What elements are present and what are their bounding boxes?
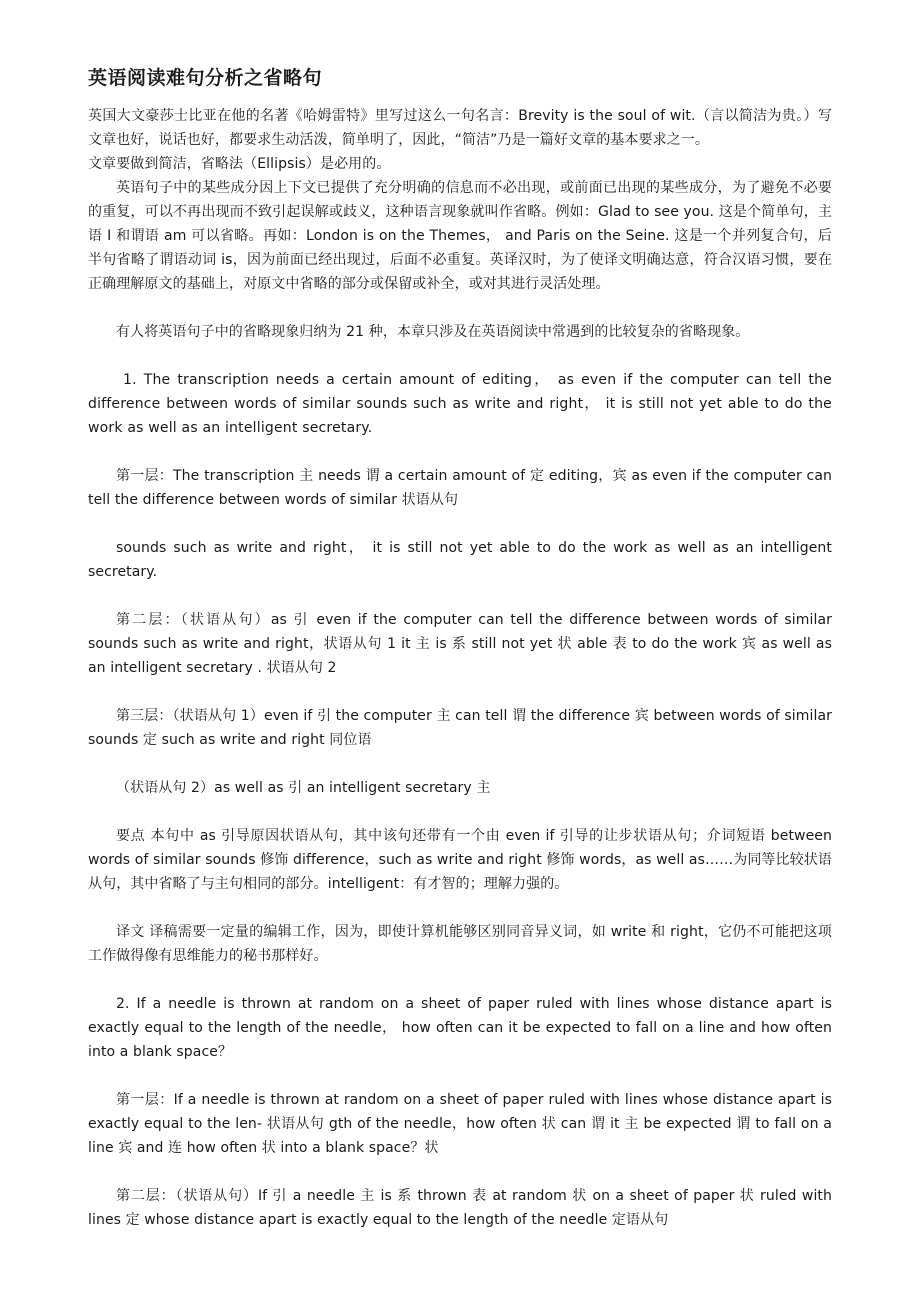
example-2-sentence: 2. If a needle is thrown at random on a sheet of paper ruled with lines whose distance apart is exactly equal to the length of the needle， how often can it be expected to fall on a line and how often into a blank space？ xyxy=(88,996,832,1060)
example-1-layer-3b: （状语从句 2）as well as 引 an intelligent secretary 主 xyxy=(116,780,491,796)
intro-paragraph-3: 英语句子中的某些成分因上下文已提供了充分明确的信息而不必出现，或前面已出现的某些成分，为了避免不必要的重复，可以不再出现而不致引起误解或歧义，这种语言现象就叫作省略。例如：Glad to see you. 这是个简单句，主语 I 和谓语 am 可以省略。再如：London is on the Themes， and Paris on the Seine. 这是一个并列复合句，后半句省略了谓语动词 is，因为前面已经出现过，后面不必重复。英译汉时，为了使译文明确达意，符合汉语习惯，要在正确理解原文的基础上，对原文中省略的部分或保留或补全，或对其进行灵活处理。 xyxy=(88,180,832,292)
example-1-layer-1-continued: sounds such as write and right， it is still not yet able to do the work as well as an intelligent secretary. xyxy=(88,540,832,580)
intro-paragraph-1: 英国大文豪莎士比亚在他的名著《哈姆雷特》里写过这么一句名言：Brevity is the soul of wit.（言以简洁为贵。）写文章也好，说话也好，都要求生动活泼，简单明了，因此，“简洁”乃是一篇好文章的基本要求之一。 xyxy=(88,108,832,148)
example-1-layer-1: 第一层：The transcription 主 needs 谓 a certain amount of 定 editing，宾 as even if the computer can tell the difference between words of similar 状语从句 xyxy=(88,468,832,508)
example-1-layer-2: 第二层：（状语从句）as 引 even if the computer can tell the difference between words of similar sounds such as write and right，状语从句 1 it 主 is 系 still not yet 状 able 表 to do the work 宾 as well as an intelligent secretary . 状语从句 2 xyxy=(88,612,832,676)
document-title: 英语阅读难句分析之省略句 xyxy=(88,67,323,89)
intro-paragraph-2: 文章要做到简洁，省略法（Ellipsis）是必用的。 xyxy=(88,156,391,172)
example-1-layer-3: 第三层：（状语从句 1）even if 引 the computer 主 can tell 谓 the difference 宾 between words of similar sounds 定 such as write and right 同位语 xyxy=(88,708,832,748)
intro-paragraph-4: 有人将英语句子中的省略现象归纳为 21 种，本章只涉及在英语阅读中常遇到的比较复杂的省略现象。 xyxy=(116,324,750,340)
example-1-translation: 译文 译稿需要一定量的编辑工作，因为，即使计算机能够区别同音异义词，如 write 和 right，它仍不可能把这项工作做得像有思维能力的秘书那样好。 xyxy=(88,924,832,964)
example-2-layer-1: 第一层：If a needle is thrown at random on a sheet of paper ruled with lines whose distance apart is exactly equal to the len- 状语从句 gth of the needle，how often 状 can 谓 it 主 be expected 谓 to fall on a line 宾 and 连 how often 状 into a blank space？状 xyxy=(88,1092,832,1156)
example-2-layer-2: 第二层：（状语从句）If 引 a needle 主 is 系 thrown 表 at random 状 on a sheet of paper 状 ruled with lines 定 whose distance apart is exactly equal to the length of the needle 定语从句 xyxy=(88,1188,832,1228)
example-1-sentence: 1. The transcription needs a certain amount of editing， as even if the computer can tell the difference between words of similar sounds such as write and right， it is still not yet able to do the work as well as an intelligent secretary. xyxy=(88,372,832,436)
document-page xyxy=(88,64,832,1232)
example-1-keypoint: 要点 本句中 as 引导原因状语从句，其中该句还带有一个由 even if 引导的让步状语从句；介词短语 between words of similar sounds 修饰 difference，such as write and right 修饰 words，as well as……为同等比较状语从句，其中省略了与主句相同的部分。intelligent：有才智的；理解力强的。 xyxy=(88,828,832,892)
